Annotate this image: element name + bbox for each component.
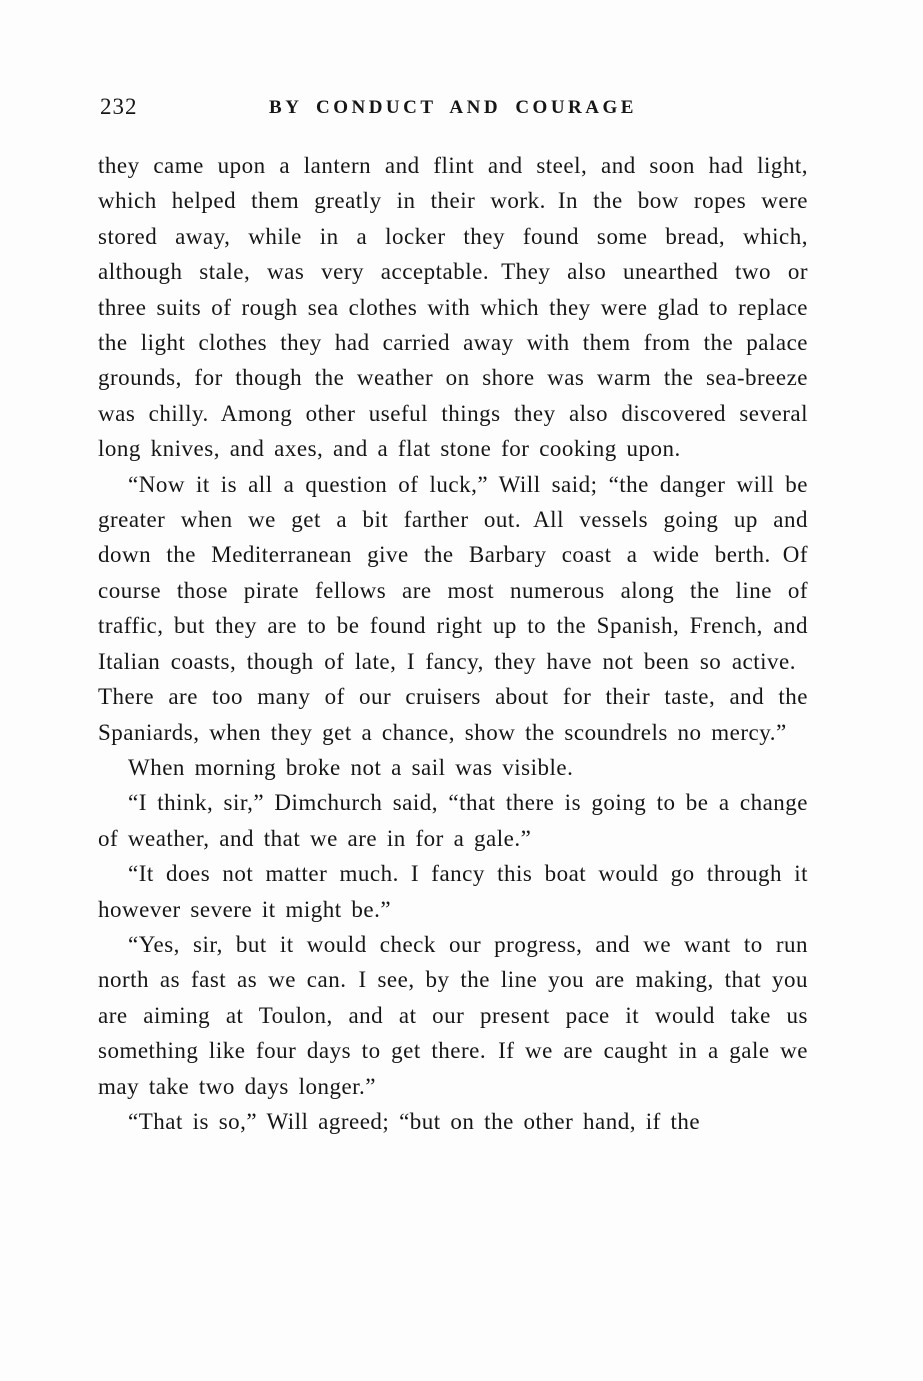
paragraph-dialog-yes-sir-toulon: “Yes, sir, but it would check our progress, and we want to run north as fast as we can. I see, by the line you are making, that you are aiming at Toulon, and at our present pace it would take us something like four days to get there. If we are caught in a gale we may take two days longer.” [98, 931, 808, 1099]
running-header-title: BY CONDUCT AND COURAGE [269, 97, 637, 118]
page-body-text [98, 148, 808, 1139]
paragraph-dialog-no-matter: “It does not matter much. I fancy this boat would go through it however severe it might be.” [98, 861, 808, 922]
paragraph-continuation: they came upon a lantern and flint and steel, and soon had light, which helped them greatly in their work. In the bow ropes were stored away, while in a locker they found some bread, which, although stale, was very acceptable. They also unearthed two or three suits of rough sea clothes with which they were glad to replace the light clothes they had carried away with them from the palace grounds, for though the weather on shore was warm the sea-breeze was chilly. Among other useful things they also discovered several long knives, and axes, and a flat stone for cooking upon. [98, 153, 808, 462]
page-number: 232 [100, 94, 138, 119]
paragraph-dialog-dimchurch-weather: “I think, sir,” Dimchurch said, “that there is going to be a change of weather, and that we are in for a gale.” [98, 790, 808, 851]
paragraph-morning-broke: When morning broke not a sail was visible. [128, 754, 574, 780]
paragraph-dialog-will-luck: “Now it is all a question of luck,” Will said; “the danger will be greater when we get a bit farther out. All vessels going up and down the Mediterranean give the Barbary coast a wide berth. Of course those pirate fellows are most numerous along the line of traffic, but they are to be found right up to the Spanish, French, and Italian coasts, though of late, I fancy, they have not been so active. There are too many of our cruisers about for their taste, and the Spaniards, when they get a chance, show the scoundrels no mercy.” [98, 471, 808, 745]
paragraph-dialog-that-is-so: “That is so,” Will agreed; “but on the other hand, if the [128, 1108, 701, 1134]
page-header [98, 94, 808, 124]
text-block [98, 94, 808, 1139]
